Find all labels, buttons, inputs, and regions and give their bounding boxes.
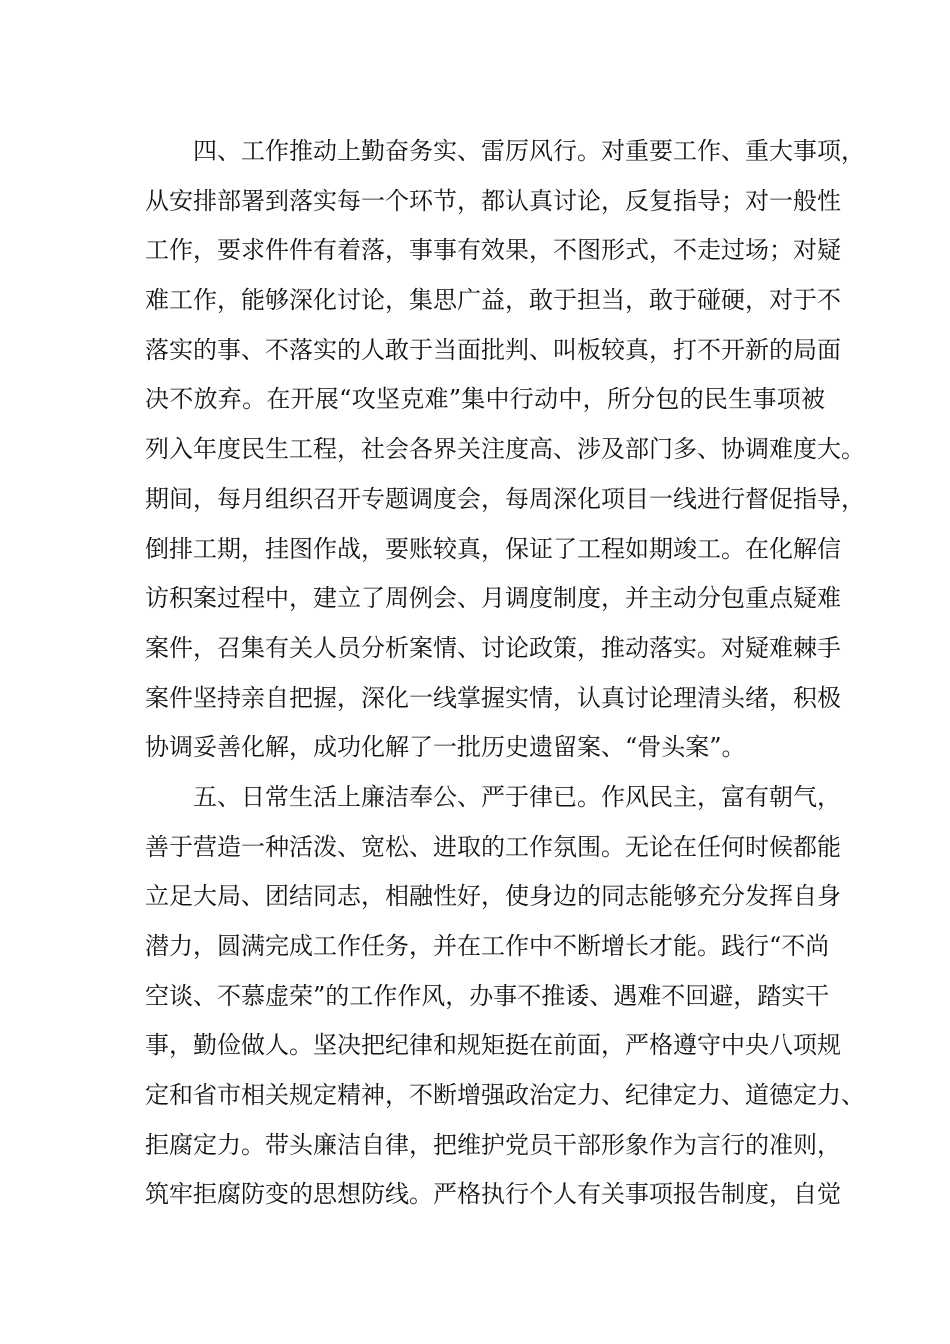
paragraph-line: 潜力，圆满完成工作任务，并在工作中不断增长才能。践行“不尚: [145, 932, 830, 960]
paragraph-line: 落实的事、不落实的人敢于当面批判、叫板较真，打不开新的局面: [145, 335, 841, 364]
paragraph-line: 倒排工期，挂图作战，要账较真，保证了工程如期竣工。在化解信: [145, 534, 841, 563]
paragraph-line: 案件，召集有关人员分析案情、讨论政策，推动落实。对疑难棘手: [145, 633, 841, 662]
paragraph-line: 工作，要求件件有着落，事事有效果，不图形式，不走过场；对疑: [145, 236, 841, 265]
paragraph-line: 四、工作推动上勤奋务实、雷厉风行。对重要工作、重大事项，: [193, 137, 865, 165]
document-body: [145, 127, 865, 1220]
paragraph-line: 定和省市相关规定精神，不断增强政治定力、纪律定力、道德定力、: [145, 1081, 865, 1110]
paragraph-line: 决不放弃。在开展“攻坚克难”集中行动中，所分包的民生事项被: [145, 385, 825, 414]
paragraph-line: 案件坚持亲自把握，深化一线掌握实情，认真讨论理清头绪，积极: [145, 683, 841, 712]
paragraph-line: 列入年度民生工程，社会各界关注度高、涉及部门多、协调难度大。: [145, 435, 865, 464]
paragraph-four: [145, 127, 865, 773]
paragraph-line: 访积案过程中，建立了周例会、月调度制度，并主动分包重点疑难: [145, 584, 841, 613]
paragraph-line: 拒腐定力。带头廉洁自律，把维护党员干部形象作为言行的准则，: [145, 1130, 841, 1159]
paragraph-line: 筑牢拒腐防变的思想防线。严格执行个人有关事项报告制度，自觉: [145, 1180, 841, 1209]
paragraph-line: 事，勤俭做人。坚决把纪律和规矩挺在前面，严格遵守中央八项规: [145, 1031, 841, 1060]
paragraph-line: 难工作，能够深化讨论，集思广益，敢于担当，敢于碰硬，对于不: [145, 286, 841, 315]
paragraph-line: 五、日常生活上廉洁奉公、严于律已。作风民主，富有朝气，: [193, 782, 841, 811]
paragraph-line: 善于营造一种活泼、宽松、进取的工作氛围。无论在任何时候都能: [145, 832, 841, 861]
paragraph-line: 立足大局、团结同志，相融性好，使身边的同志能够充分发挥自身: [145, 882, 841, 911]
paragraph-line: 协调妥善化解，成功化解了一批历史遗留案、“骨头案”。: [145, 733, 746, 762]
paragraph-line: 期间，每月组织召开专题调度会，每周深化项目一线进行督促指导，: [145, 484, 865, 513]
paragraph-line: 空谈、不慕虚荣”的工作作风，办事不推诿、遇难不回避，踏实干: [145, 981, 830, 1010]
paragraph-five: [145, 773, 865, 1220]
paragraph-line: 从安排部署到落实每一个环节，都认真讨论，反复指导；对一般性: [145, 186, 841, 215]
